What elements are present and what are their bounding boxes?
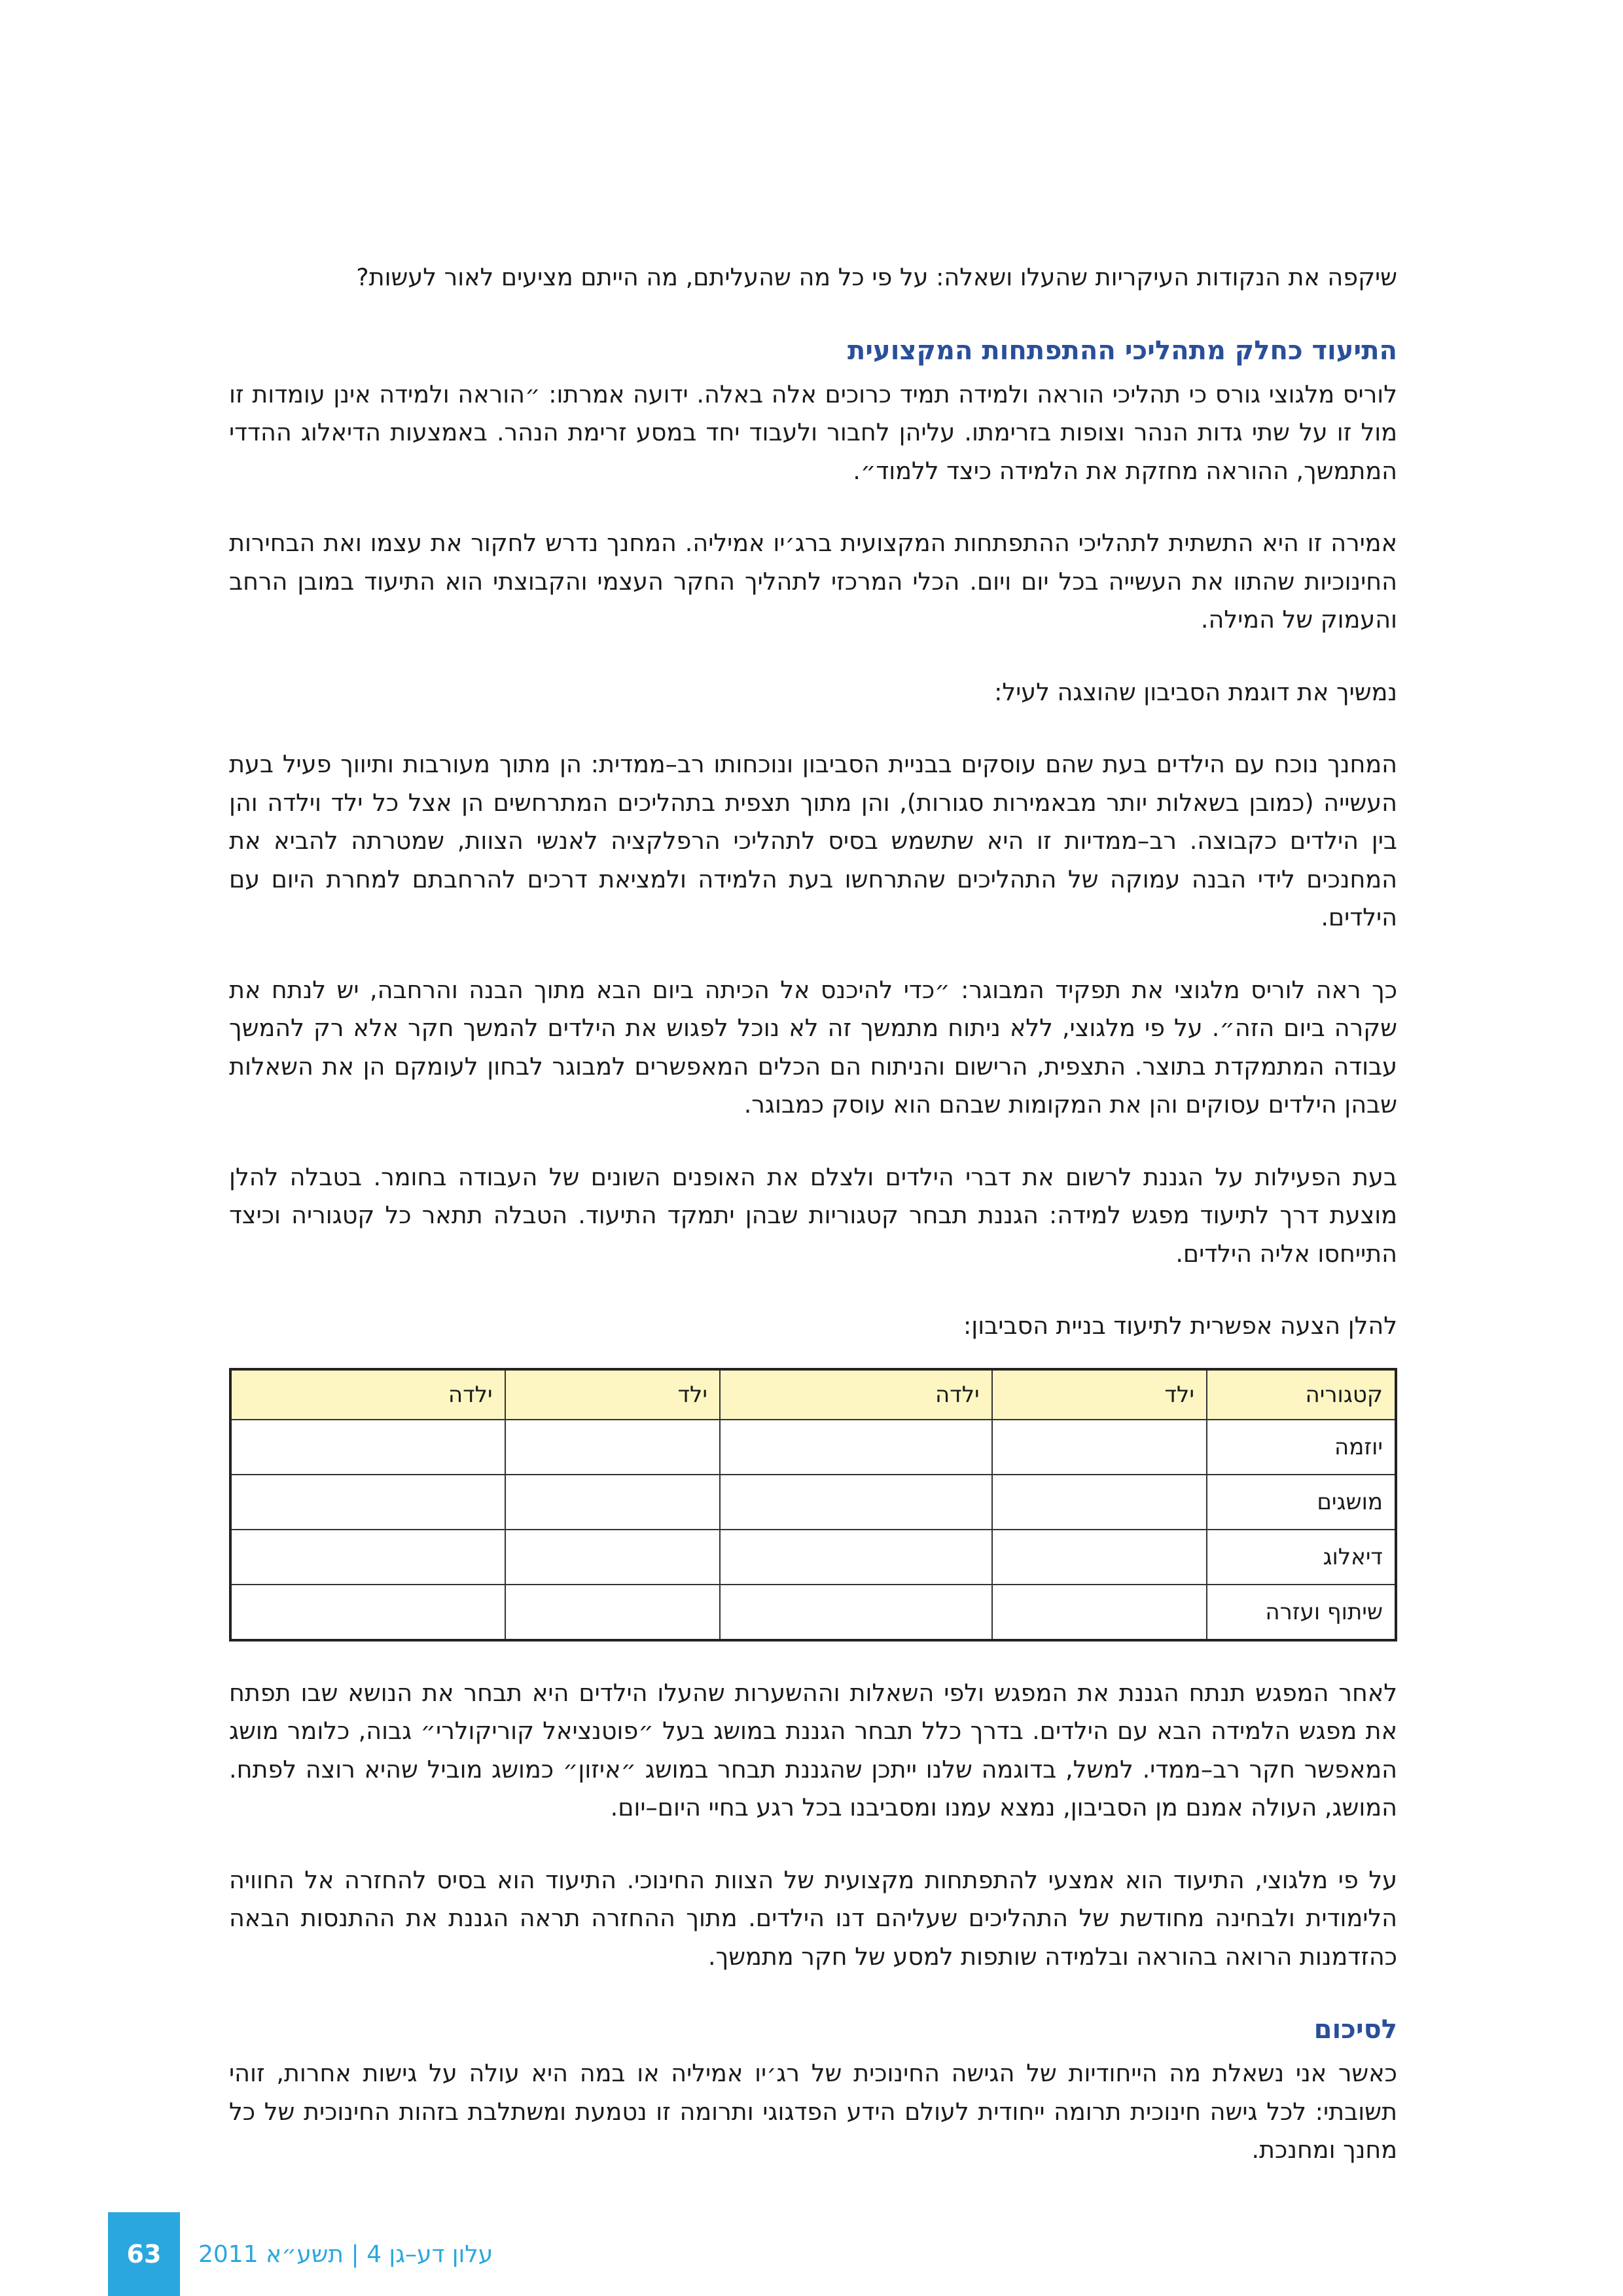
table-category-cell: יוזמה: [1207, 1420, 1396, 1475]
table-header-cell: ילד: [505, 1369, 720, 1420]
page-number: 63: [108, 2212, 180, 2296]
table-empty-cell: [230, 1530, 505, 1585]
page-content: [229, 259, 1397, 2204]
table-category-cell: שיתוף ועזרה: [1207, 1585, 1396, 1640]
paragraph: על פי מלגוצי, התיעוד הוא אמצעי להתפתחות מקצועית של הצוות החינוכי. התיעוד הוא בסיס להחזרה אל החוויה הלימודית ולבחינה מחודשת של התהליכים שעליהם דנו הילדים. מתוך ההחזרה תראה הגננת את ההתנסות הבאה כהזדמנות הרואה בהוראה ובלמידה שותפות למסע של חקר מתמשך.: [229, 1865, 1397, 1971]
paragraph: המחנך נוכח עם הילדים בעת שהם עוסקים בבניית הסביבון ונוכחותו רב–ממדית: הן מתוך מעורבות ותיווך פעיל בעת העשייה (כמובן בשאלות יותר מבאמירות סגורות), והן מתוך תצפית בתהליכים המתרחשים הן אצל כל ילד וילדה והן בין הילדים כקבוצה. רב–ממדיות זו היא שתשמש בסיס לתהליכי הרפלקציה לאנשי הצוות, שמטרתה להביא את המחנכים לידי הבנה עמוקה של התהליכים שהתרחשו בעת הלמידה ולמציאת דרכים להרחבתם למחרת היום עם הילדים.: [229, 750, 1397, 931]
table-empty-cell: [992, 1530, 1207, 1585]
paragraph: נמשיך את דוגמת הסביבון שהוצגה לעיל:: [994, 677, 1397, 706]
table-header-cell: ילדה: [720, 1369, 992, 1420]
section-title-documentation: התיעוד כחלק מתהליכי ההתפתחות המקצועית: [847, 335, 1397, 366]
table-empty-cell: [230, 1420, 505, 1475]
paragraph: כך ראה לוריס מלגוצי את תפקיד המבוגר: ״כדי להיכנס אל הכיתה ביום הבא מתוך הבנה והרחבה, יש לנתח את שקרה ביום הזה״. על פי מלגוצי, ללא ניתוח מתמשך זה לא נוכל לפגוש את הילדים להמשך חקר אלא רק להמשך עבודה המתמקדת בתוצר. התצפית, הרישום והניתוח הם הכלים המאפשרים למבוגר לבחון לעומקם הן את השאלות שבהן הילדים עסוקים והן את המקומות שבהם הוא עוסק כמבוגר.: [229, 975, 1397, 1119]
paragraph: לאחר המפגש תנתח הגננת את המפגש ולפי השאלות וההשערות שהעלו הילדים היא תבחר את הנושא שבו תפתח את מפגש הלמידה הבא עם הילדים. בדרך כלל תבחר הגננת במושג בעל ״פוטנציאל קוריקולרי״ גבוה, כלומר מושג המאפשר חקר רב–ממדי. למשל, בדוגמה שלנו ייתכן שהגננת תבחר במושג ״איזון״ כמושג מוביל שהיא רוצה לפתח. המושג, העולה אמנם מן הסביבון, נמצא עמנו ומסביבנו בכל רגע בחיי היום–יום.: [229, 1678, 1397, 1821]
table-empty-cell: [720, 1475, 992, 1530]
documentation-table: [229, 1368, 1397, 1641]
table-header-cell: ילדה: [230, 1369, 505, 1420]
table-empty-cell: [992, 1475, 1207, 1530]
table-empty-cell: [720, 1585, 992, 1640]
table-empty-cell: [720, 1420, 992, 1475]
table-empty-cell: [992, 1420, 1207, 1475]
table-row: [230, 1420, 1396, 1475]
table-header-cell: ילד: [992, 1369, 1207, 1420]
table-empty-cell: [505, 1420, 720, 1475]
table-empty-cell: [992, 1585, 1207, 1640]
paragraph: בעת הפעילות על הגננת לרשום את דברי הילדים ולצלם את האופנים השונים של העבודה בחומר. בטבלה להלן מוצעת דרך לתיעוד מפגש למידה: הגננת תבחר קטגוריות שבהן יתמקד התיעוד. הטבלה תתאר כל קטגוריה וכיצד התייחסו אליה הילדים.: [229, 1162, 1397, 1268]
table-category-cell: דיאלוג: [1207, 1530, 1396, 1585]
section-title-summary: לסיכום: [1313, 2015, 1397, 2045]
table-row: [230, 1475, 1396, 1530]
table-row: [230, 1530, 1396, 1585]
paragraph-summary: כאשר אני נשאלת מה הייחודיות של הגישה החינוכית של רג׳יו אמיליה או במה היא עולה על גישות אחרות, זוהי תשובתי: לכל גישה חינוכית תרומה ייחודית לעולם הידע הפדגוגי ותרומה זו נטמעת ומשתלבת בזהות החינוכית של כל מחנך ומחנכת.: [229, 2059, 1397, 2164]
paragraph-intro: שיקפה את הנקודות העיקריות שהעלו ושאלה: על פי כל מה שהעליתם, מה הייתם מציעים לאור לעשות?: [356, 263, 1397, 291]
table-row: [230, 1585, 1396, 1640]
table-empty-cell: [230, 1475, 505, 1530]
paragraph-table-intro: להלן הצעה אפשרית לתיעוד בניית הסביבון:: [963, 1312, 1397, 1340]
table-header-row: [230, 1369, 1396, 1420]
table-category-cell: מושגים: [1207, 1475, 1396, 1530]
table-empty-cell: [505, 1475, 720, 1530]
table-header-cell: קטגוריה: [1207, 1369, 1396, 1420]
paragraph: לוריס מלגוצי גורס כי תהליכי הוראה ולמידה תמיד כרוכים אלה באלה. ידועה אמרתו: ״הוראה ולמידה אינן עומדות זו מול זו על שתי גדות הנהר וצופות בזרימתו. עליהן לחבור ולעבוד יחד במסע זרימת הנהר. באמצעות הדיאלוג ההדדי המתמשך, ההוראה מחזקת את הלמידה כיצד ללמוד״.: [229, 380, 1397, 485]
page-footer: [108, 2212, 493, 2296]
paragraph: אמירה זו היא התשתית לתהליכי ההתפתחות המקצועית ברג׳יו אמיליה. המחנך נדרש לחקור את עצמו ואת הבחירות החינוכיות שהתוו את העשייה בכל יום ויום. הכלי המרכזי לתהליך החקר העצמי והקבוצתי הוא התיעוד במובן הרחב והעמוק של המילה.: [229, 529, 1397, 634]
publication-info: עלון דע–גן 4 | תשע״א 2011: [198, 2240, 493, 2268]
table-empty-cell: [505, 1530, 720, 1585]
table-empty-cell: [505, 1585, 720, 1640]
table-empty-cell: [720, 1530, 992, 1585]
table-empty-cell: [230, 1585, 505, 1640]
